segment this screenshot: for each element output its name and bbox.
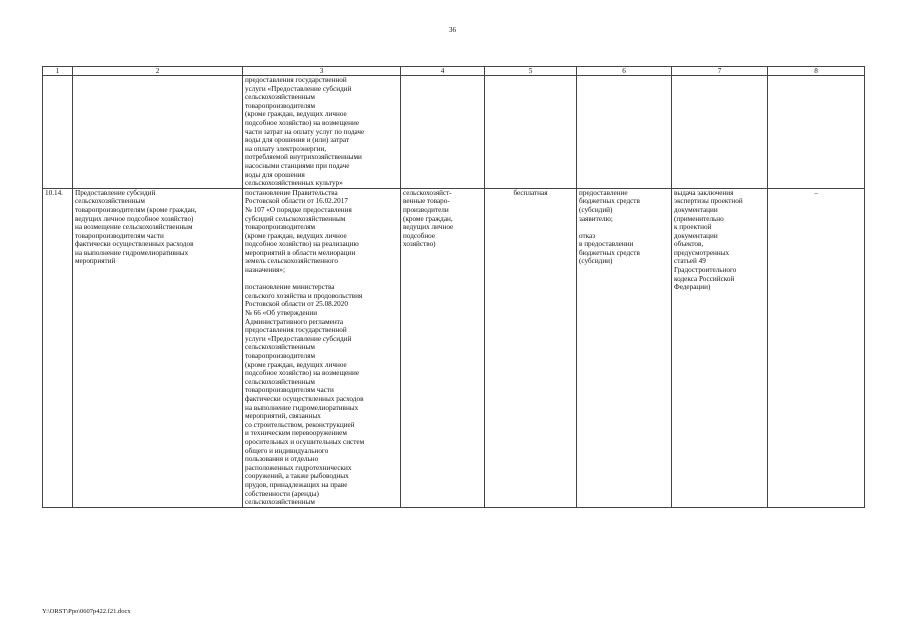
services-table	[42, 66, 865, 508]
service-name-cell: Предоставление субсидий сельскохозяйственным товаропроизводителям (кроме граждан, ведущих личное подсобное хозяйство) на возмещение сельскохозяйственным товаропроизводителям части фактически осуществленных расходов на выполнение гидромелиоративных мероприятий	[73, 188, 243, 507]
cell-empty	[768, 76, 865, 189]
cell-empty	[672, 76, 768, 189]
row-number-cell: 10.14.	[43, 188, 73, 507]
cell-empty	[577, 76, 672, 189]
cell-empty	[73, 76, 243, 189]
footer-file-path: Y:\ORST\Ppo\0607p422.f21.docx	[42, 608, 131, 615]
page-number: 36	[449, 26, 456, 34]
result-cell: предоставление бюджетных средств (субсидий) заявителю; отказ в предоставлении бюджетных средств (субсидии)	[577, 188, 672, 507]
table-row-10-14	[43, 188, 865, 507]
column-header-4: 4	[401, 67, 485, 76]
column-header-7: 7	[672, 67, 768, 76]
cell-empty	[401, 76, 485, 189]
legal-basis-cell: постановление Правительства Ростовской области от 16.02.2017 № 107 «О порядке предоставления субсидий сельскохозяйственным товаропроизводителям (кроме граждан, ведущих личное подсобное хозяйство) на реализацию мероприятий в области мелиорации земель сельскохозяйственного назначения»; постановление министерства сельского хозяйства и продовольствия Ростовской области от 25.08.2020 № 66 «Об утверждении Административного регламента предоставления государственной услуги «Предоставление субсидий сельскохозяйственным товаропроизводителям (кроме граждан, ведущих личное подсобное хозяйство) на возмещение сельскохозяйственным товаропроизводителям части фактически осуществленных расходов на выполнение гидромелиоративных мероприятий, связанных со строительством, реконструкцией и техническим перевооружением оросительных и осушительных систем общего и индивидуального пользования и отдельно расположенных гидротехнических сооружений, а также рыбоводных прудов, принадлежащих на праве собственности (аренды) сельскохозяйственным	[243, 188, 401, 507]
header-row	[43, 67, 865, 76]
table-row-continuation	[43, 76, 865, 189]
column-header-8: 8	[768, 67, 865, 76]
column-header-6: 6	[577, 67, 672, 76]
legal-basis-continuation-cell: предоставления государственной услуги «Предоставление субсидий сельскохозяйственным товаропроизводителям (кроме граждан, ведущих личное подсобное хозяйство) на возмещение части затрат на оплату услуг по подаче воды для орошения и (или) затрат на оплату электроэнергии, потребляемой внутрихозяйственными насосными станциями при подаче воды для орошения сельскохозяйственных культур»	[243, 76, 401, 189]
column-8-cell: –	[768, 188, 865, 507]
column-header-3: 3	[243, 67, 401, 76]
fee-cell: бесплатная	[485, 188, 577, 507]
column-header-1: 1	[43, 67, 73, 76]
column-header-5: 5	[485, 67, 577, 76]
related-service-cell: выдача заключения экспертизы проектной документации (применительно к проектной документации объектов, предусмотренных статьей 49 Градостроительного кодекса Российской Федерации)	[672, 188, 768, 507]
column-header-2: 2	[73, 67, 243, 76]
cell-empty	[485, 76, 577, 189]
recipients-cell: сельскохозяйст- венные товаро- производители (кроме граждан, ведущих личное подсобное хозяйство)	[401, 188, 485, 507]
cell-empty	[43, 76, 73, 189]
